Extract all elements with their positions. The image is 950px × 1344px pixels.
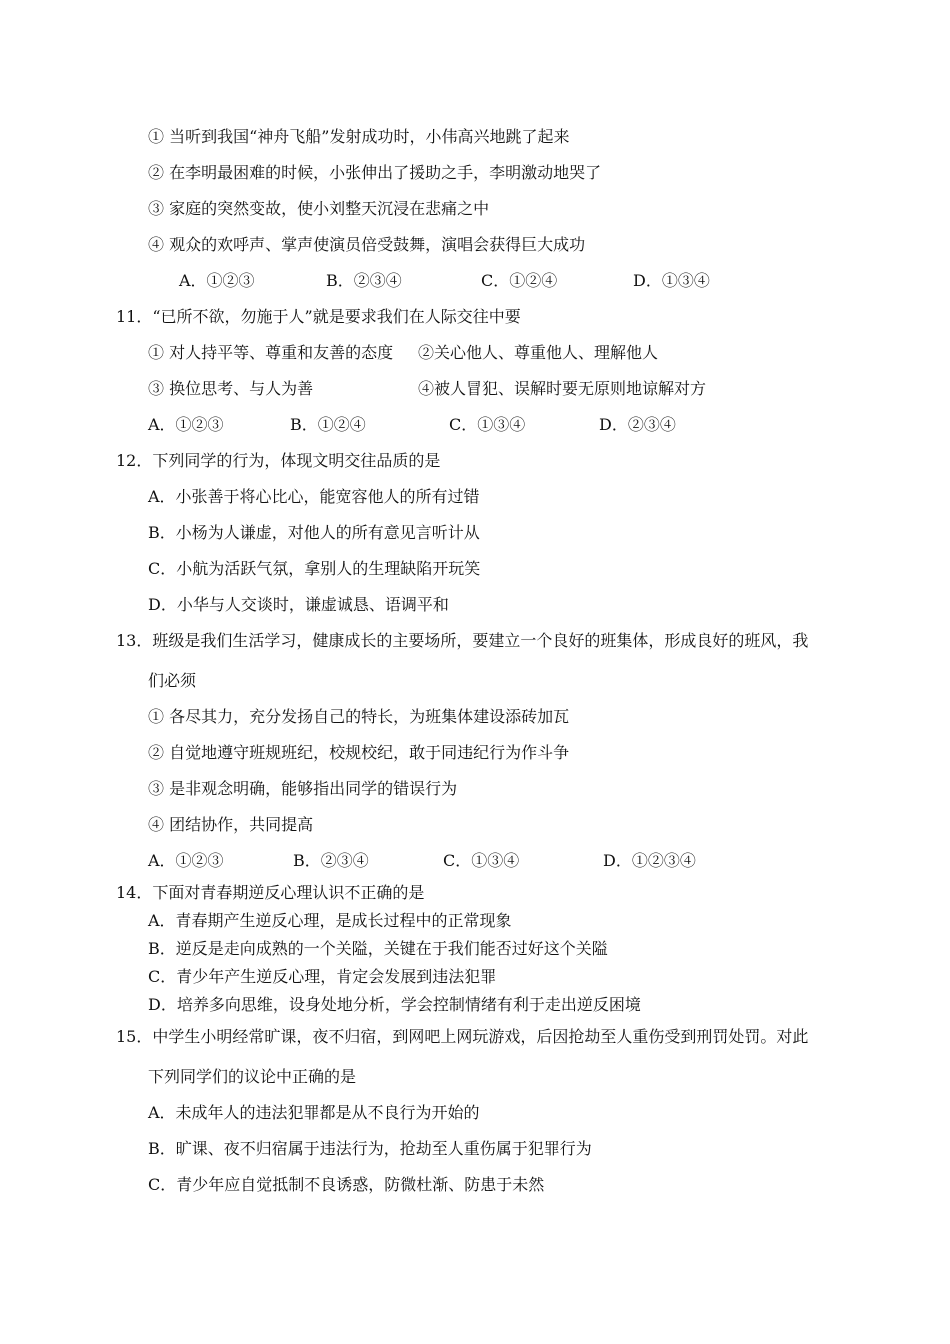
q13-choice-d: D．①②③④	[603, 851, 696, 870]
q15-option-b: B．旷课、夜不归宿属于违法行为，抢劫至人重伤属于犯罪行为	[148, 1139, 592, 1158]
q11-choice-d: D．②③④	[599, 415, 676, 434]
q11-choice-a: A．①②③	[148, 415, 224, 434]
q13-stem-line-2: 们必须	[148, 671, 197, 690]
q10-item-4: ④ 观众的欢呼声、掌声使演员倍受鼓舞，演唱会获得巨大成功	[148, 235, 586, 254]
q11-choice-c: C．①③④	[449, 415, 526, 434]
q10-choice-c: C．①②④	[481, 271, 558, 290]
q12-option-d: D．小华与人交谈时，谦虚诚恳、语调平和	[148, 595, 449, 614]
q11-stem: 11．“已所不欲，勿施于人”就是要求我们在人际交往中要	[116, 307, 521, 326]
q14-option-a: A．青春期产生逆反心理，是成长过程中的正常现象	[148, 911, 512, 930]
q12-stem: 12．下列同学的行为，体现文明交往品质的是	[116, 451, 441, 470]
q13-item-1: ① 各尽其力，充分发扬自己的特长，为班集体建设添砖加瓦	[148, 707, 570, 726]
q10-item-1: ① 当听到我国“神舟飞船”发射成功时，小伟高兴地跳了起来	[148, 127, 570, 146]
q10-item-2: ② 在李明最困难的时候，小张伸出了援助之手，李明激动地哭了	[148, 163, 602, 182]
q14-stem: 14．下面对青春期逆反心理认识不正确的是	[116, 883, 425, 902]
q13-item-2: ② 自觉地遵守班规班纪，校规校纪，敢于同违纪行为作斗争	[148, 743, 570, 762]
q11-item-4: ④被人冒犯、误解时要无原则地谅解对方	[418, 379, 707, 398]
q10-choice-b: B．②③④	[326, 271, 402, 290]
q10-choice-d: D．①③④	[633, 271, 710, 290]
q15-stem-line-1: 15．中学生小明经常旷课，夜不归宿，到网吧上网玩游戏，后因抢劫至人重伤受到刑罚处罚。对此	[116, 1027, 809, 1046]
q13-item-4: ④ 团结协作，共同提高	[148, 815, 314, 834]
q14-option-d: D．培养多向思维，设身处地分析，学会控制情绪有利于走出逆反困境	[148, 995, 641, 1014]
q13-choice-c: C．①③④	[443, 851, 520, 870]
q10-choice-a: A．①②③	[179, 271, 255, 290]
q11-item-1: ① 对人持平等、尊重和友善的态度	[148, 343, 394, 362]
q11-item-3: ③ 换位思考、与人为善	[148, 379, 314, 398]
q12-option-b: B．小杨为人谦虚，对他人的所有意见言听计从	[148, 523, 480, 542]
q13-choice-a: A．①②③	[148, 851, 224, 870]
q15-option-a: A．未成年人的违法犯罪都是从不良行为开始的	[148, 1103, 480, 1122]
q11-choice-b: B．①②④	[290, 415, 366, 434]
q13-stem-line-1: 13．班级是我们生活学习，健康成长的主要场所，要建立一个良好的班集体，形成良好的班风，我	[116, 631, 809, 650]
q10-item-3: ③ 家庭的突然变故，使小刘整天沉浸在悲痛之中	[148, 199, 490, 218]
q12-option-c: C．小航为活跃气氛，拿别人的生理缺陷开玩笑	[148, 559, 481, 578]
q15-option-c: C．青少年应自觉抵制不良诱惑，防微杜渐、防患于未然	[148, 1175, 545, 1194]
q14-option-c: C．青少年产生逆反心理，肯定会发展到违法犯罪	[148, 967, 497, 986]
q15-stem-line-2: 下列同学们的议论中正确的是	[148, 1067, 357, 1086]
q12-option-a: A．小张善于将心比心，能宽容他人的所有过错	[148, 487, 480, 506]
q13-choice-b: B．②③④	[293, 851, 369, 870]
q13-item-3: ③ 是非观念明确，能够指出同学的错误行为	[148, 779, 458, 798]
q14-option-b: B．逆反是走向成熟的一个关隘，关键在于我们能否过好这个关隘	[148, 939, 608, 958]
q11-item-2: ②关心他人、尊重他人、理解他人	[418, 343, 659, 362]
